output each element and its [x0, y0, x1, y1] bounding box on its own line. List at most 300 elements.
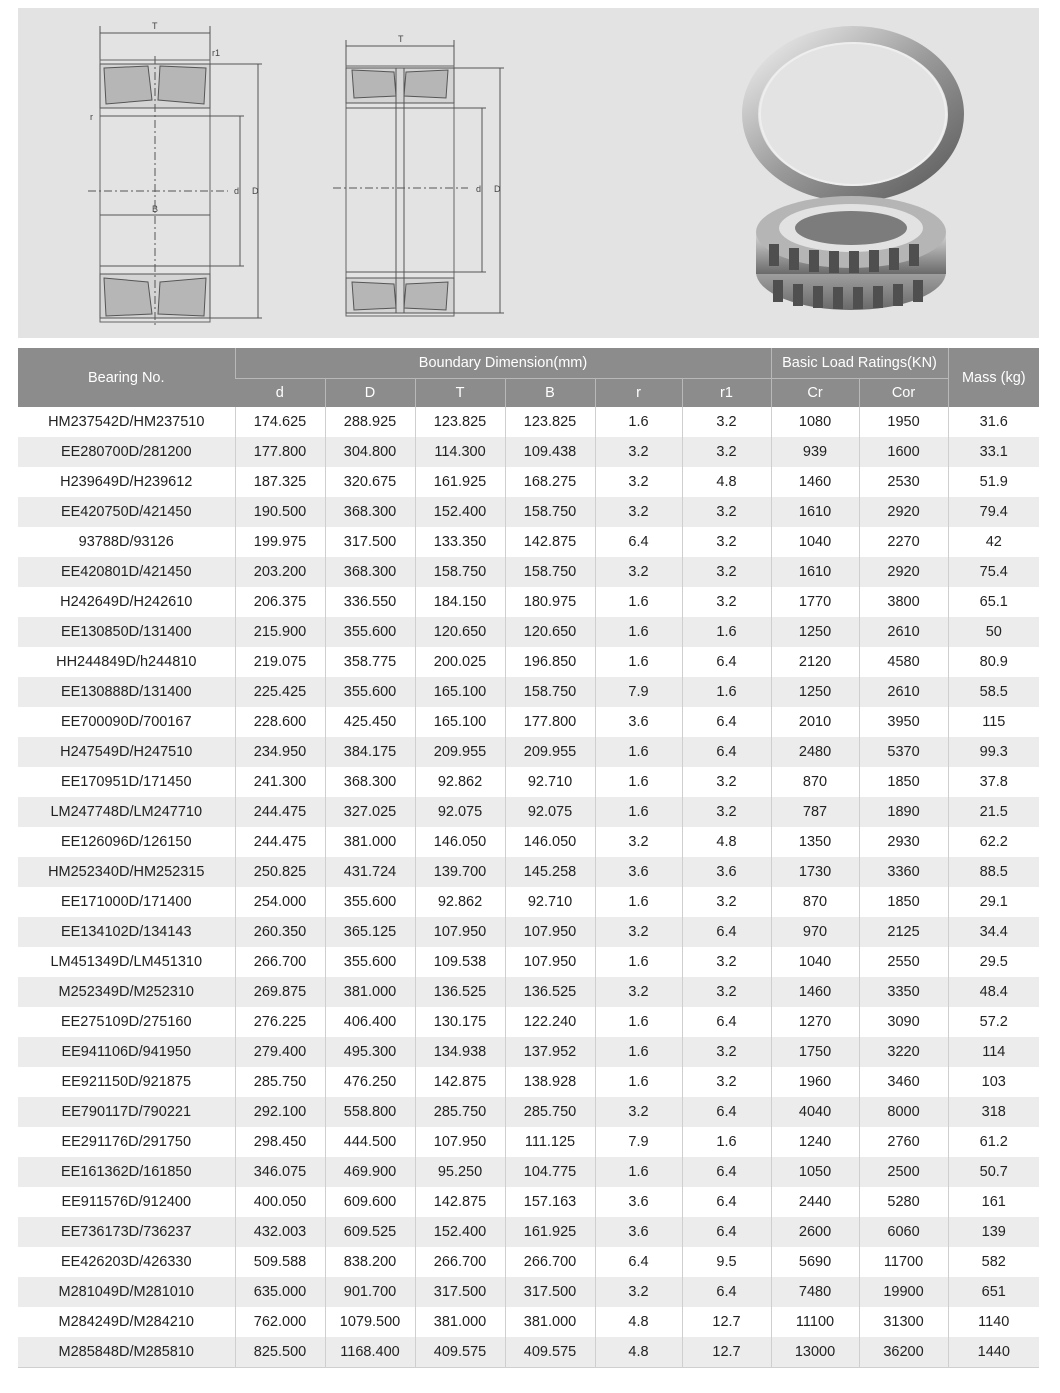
- cell-r: 3.6: [595, 707, 682, 737]
- cell-bearing-no: EE426203D/426330: [18, 1247, 235, 1277]
- cell-Cr: 787: [771, 797, 859, 827]
- cell-d: 199.975: [235, 527, 325, 557]
- cell-d: 174.625: [235, 407, 325, 437]
- cell-r: 1.6: [595, 1037, 682, 1067]
- cell-B: 111.125: [505, 1127, 595, 1157]
- cell-T: 152.400: [415, 497, 505, 527]
- cell-T: 146.050: [415, 827, 505, 857]
- cell-Cr: 1460: [771, 977, 859, 1007]
- cell-bearing-no: EE790117D/790221: [18, 1097, 235, 1127]
- cell-mass: 318: [948, 1097, 1039, 1127]
- cell-bearing-no: EE130888D/131400: [18, 677, 235, 707]
- cell-d: 234.950: [235, 737, 325, 767]
- cell-bearing-no: EE130850D/131400: [18, 617, 235, 647]
- cell-T: 142.875: [415, 1187, 505, 1217]
- cell-r1: 3.2: [682, 527, 771, 557]
- table-row: [18, 1337, 1039, 1368]
- cell-r1: 6.4: [682, 1007, 771, 1037]
- cell-B: 409.575: [505, 1337, 595, 1368]
- cell-T: 92.862: [415, 767, 505, 797]
- cell-B: 209.955: [505, 737, 595, 767]
- cell-d: 225.425: [235, 677, 325, 707]
- cell-bearing-no: EE126096D/126150: [18, 827, 235, 857]
- label-D: D: [252, 186, 259, 196]
- cell-r1: 1.6: [682, 1127, 771, 1157]
- cell-T: 134.938: [415, 1037, 505, 1067]
- cell-Cor: 2610: [859, 677, 948, 707]
- cell-Cor: 5280: [859, 1187, 948, 1217]
- cell-T: 285.750: [415, 1097, 505, 1127]
- cell-r: 1.6: [595, 887, 682, 917]
- cell-Cor: 1850: [859, 887, 948, 917]
- cell-B: 317.500: [505, 1277, 595, 1307]
- cell-D: 901.700: [325, 1277, 415, 1307]
- cell-D: 495.300: [325, 1037, 415, 1067]
- cell-D: 609.525: [325, 1217, 415, 1247]
- cell-bearing-no: LM451349D/LM451310: [18, 947, 235, 977]
- table-row: [18, 587, 1039, 617]
- cell-r: 1.6: [595, 767, 682, 797]
- cell-Cr: 1250: [771, 677, 859, 707]
- cell-mass: 50.7: [948, 1157, 1039, 1187]
- table-row: [18, 767, 1039, 797]
- table-row: [18, 1007, 1039, 1037]
- cell-Cor: 3360: [859, 857, 948, 887]
- cell-r1: 3.2: [682, 887, 771, 917]
- cell-D: 368.300: [325, 557, 415, 587]
- cell-mass: 1440: [948, 1337, 1039, 1368]
- cell-d: 187.325: [235, 467, 325, 497]
- cell-Cr: 939: [771, 437, 859, 467]
- cell-mass: 582: [948, 1247, 1039, 1277]
- cell-D: 368.300: [325, 767, 415, 797]
- cell-mass: 115: [948, 707, 1039, 737]
- table-row: [18, 827, 1039, 857]
- cell-r: 4.8: [595, 1307, 682, 1337]
- cell-T: 317.500: [415, 1277, 505, 1307]
- cell-bearing-no: M284249D/M284210: [18, 1307, 235, 1337]
- cell-B: 168.275: [505, 467, 595, 497]
- cell-d: 635.000: [235, 1277, 325, 1307]
- cell-bearing-no: EE171000D/171400: [18, 887, 235, 917]
- cell-B: 92.710: [505, 887, 595, 917]
- cell-r: 3.2: [595, 917, 682, 947]
- cell-Cor: 2530: [859, 467, 948, 497]
- table-row: [18, 1247, 1039, 1277]
- label-r: r: [90, 112, 93, 122]
- cell-d: 244.475: [235, 797, 325, 827]
- cell-Cor: 3090: [859, 1007, 948, 1037]
- cell-T: 123.825: [415, 407, 505, 437]
- cell-Cr: 1250: [771, 617, 859, 647]
- cell-T: 130.175: [415, 1007, 505, 1037]
- cell-D: 358.775: [325, 647, 415, 677]
- cell-B: 107.950: [505, 947, 595, 977]
- cell-d: 190.500: [235, 497, 325, 527]
- cell-T: 200.025: [415, 647, 505, 677]
- cell-Cr: 870: [771, 767, 859, 797]
- table-row: [18, 917, 1039, 947]
- cell-mass: 161: [948, 1187, 1039, 1217]
- cell-r1: 6.4: [682, 1157, 771, 1187]
- cell-T: 409.575: [415, 1337, 505, 1368]
- cell-D: 320.675: [325, 467, 415, 497]
- cell-r: 3.2: [595, 467, 682, 497]
- cell-mass: 80.9: [948, 647, 1039, 677]
- cell-d: 215.900: [235, 617, 325, 647]
- cell-B: 104.775: [505, 1157, 595, 1187]
- cell-D: 444.500: [325, 1127, 415, 1157]
- cell-B: 146.050: [505, 827, 595, 857]
- cell-Cr: 1240: [771, 1127, 859, 1157]
- cell-B: 381.000: [505, 1307, 595, 1337]
- cell-Cr: 1050: [771, 1157, 859, 1187]
- cell-Cor: 4580: [859, 647, 948, 677]
- table-row: [18, 797, 1039, 827]
- cell-D: 317.500: [325, 527, 415, 557]
- cell-r1: 3.6: [682, 857, 771, 887]
- cell-Cr: 2440: [771, 1187, 859, 1217]
- cell-r1: 12.7: [682, 1307, 771, 1337]
- cell-D: 355.600: [325, 617, 415, 647]
- cell-bearing-no: EE420801D/421450: [18, 557, 235, 587]
- cell-r: 4.8: [595, 1337, 682, 1368]
- table-row: [18, 527, 1039, 557]
- header-T: T: [415, 379, 505, 408]
- cell-mass: 103: [948, 1067, 1039, 1097]
- cell-D: 381.000: [325, 827, 415, 857]
- cell-mass: 65.1: [948, 587, 1039, 617]
- cell-d: 266.700: [235, 947, 325, 977]
- table-row: [18, 1217, 1039, 1247]
- table-row: [18, 1277, 1039, 1307]
- cell-Cor: 2920: [859, 557, 948, 587]
- cell-T: 161.925: [415, 467, 505, 497]
- cell-Cor: 1850: [859, 767, 948, 797]
- cell-mass: 31.6: [948, 407, 1039, 437]
- label-T-2: T: [398, 34, 404, 44]
- cell-mass: 50: [948, 617, 1039, 647]
- cell-r: 7.9: [595, 1127, 682, 1157]
- cell-B: 180.975: [505, 587, 595, 617]
- cell-T: 152.400: [415, 1217, 505, 1247]
- table-row: [18, 437, 1039, 467]
- cell-bearing-no: HH244849D/h244810: [18, 647, 235, 677]
- cell-r: 1.6: [595, 617, 682, 647]
- cell-bearing-no: 93788D/93126: [18, 527, 235, 557]
- cell-D: 425.450: [325, 707, 415, 737]
- cell-B: 92.075: [505, 797, 595, 827]
- cell-T: 139.700: [415, 857, 505, 887]
- cell-r: 1.6: [595, 647, 682, 677]
- cell-B: 177.800: [505, 707, 595, 737]
- table-row: [18, 647, 1039, 677]
- cell-Cor: 2550: [859, 947, 948, 977]
- table-body: [18, 407, 1039, 1368]
- cell-bearing-no: HM252340D/HM252315: [18, 857, 235, 887]
- cell-B: 109.438: [505, 437, 595, 467]
- cell-B: 138.928: [505, 1067, 595, 1097]
- cell-r: 1.6: [595, 407, 682, 437]
- cell-bearing-no: H247549D/H247510: [18, 737, 235, 767]
- cell-r1: 6.4: [682, 707, 771, 737]
- header-basic-load-ratings: Basic Load Ratings(KN): [771, 348, 948, 379]
- cell-Cr: 2480: [771, 737, 859, 767]
- cell-r1: 3.2: [682, 497, 771, 527]
- cell-bearing-no: M252349D/M252310: [18, 977, 235, 1007]
- bearing-spec-table: [18, 348, 1039, 1368]
- cell-T: 165.100: [415, 677, 505, 707]
- cell-T: 133.350: [415, 527, 505, 557]
- header-r: r: [595, 379, 682, 408]
- cell-r1: 6.4: [682, 647, 771, 677]
- cell-T: 266.700: [415, 1247, 505, 1277]
- cell-Cor: 6060: [859, 1217, 948, 1247]
- cell-d: 177.800: [235, 437, 325, 467]
- cell-d: 825.500: [235, 1337, 325, 1368]
- label-d: d: [234, 186, 240, 196]
- cell-r1: 6.4: [682, 1187, 771, 1217]
- cell-Cr: 1350: [771, 827, 859, 857]
- cell-T: 114.300: [415, 437, 505, 467]
- cell-r: 6.4: [595, 527, 682, 557]
- cell-D: 469.900: [325, 1157, 415, 1187]
- cell-d: 269.875: [235, 977, 325, 1007]
- cell-mass: 37.8: [948, 767, 1039, 797]
- cell-bearing-no: LM247748D/LM247710: [18, 797, 235, 827]
- table-row: [18, 407, 1039, 437]
- cell-r1: 3.2: [682, 557, 771, 587]
- cell-d: 254.000: [235, 887, 325, 917]
- cell-bearing-no: EE941106D/941950: [18, 1037, 235, 1067]
- cell-B: 157.163: [505, 1187, 595, 1217]
- cell-mass: 29.5: [948, 947, 1039, 977]
- cell-Cr: 1960: [771, 1067, 859, 1097]
- cell-Cr: 1080: [771, 407, 859, 437]
- cell-D: 355.600: [325, 677, 415, 707]
- cell-Cor: 3800: [859, 587, 948, 617]
- cell-r: 3.6: [595, 857, 682, 887]
- cell-T: 165.100: [415, 707, 505, 737]
- cell-B: 266.700: [505, 1247, 595, 1277]
- bearing-section-drawing-1: [78, 8, 298, 333]
- cell-Cr: 1770: [771, 587, 859, 617]
- cell-D: 336.550: [325, 587, 415, 617]
- cell-mass: 21.5: [948, 797, 1039, 827]
- cell-bearing-no: EE420750D/421450: [18, 497, 235, 527]
- cell-r: 1.6: [595, 737, 682, 767]
- cell-B: 285.750: [505, 1097, 595, 1127]
- cell-d: 203.200: [235, 557, 325, 587]
- cell-r: 7.9: [595, 677, 682, 707]
- cell-Cr: 970: [771, 917, 859, 947]
- label-d-2: d: [476, 184, 482, 194]
- cell-Cor: 31300: [859, 1307, 948, 1337]
- cell-d: 400.050: [235, 1187, 325, 1217]
- header-B: B: [505, 379, 595, 408]
- cell-r: 3.2: [595, 437, 682, 467]
- cell-r1: 4.8: [682, 827, 771, 857]
- cell-Cr: 1610: [771, 557, 859, 587]
- cell-B: 196.850: [505, 647, 595, 677]
- cell-r: 3.2: [595, 977, 682, 1007]
- cell-Cr: 1270: [771, 1007, 859, 1037]
- cell-bearing-no: EE275109D/275160: [18, 1007, 235, 1037]
- cell-Cr: 7480: [771, 1277, 859, 1307]
- cell-r1: 6.4: [682, 1217, 771, 1247]
- cell-r: 1.6: [595, 1157, 682, 1187]
- cell-T: 92.075: [415, 797, 505, 827]
- cell-Cr: 1040: [771, 527, 859, 557]
- label-B: B: [152, 204, 159, 214]
- cell-B: 161.925: [505, 1217, 595, 1247]
- cell-d: 260.350: [235, 917, 325, 947]
- cell-r1: 3.2: [682, 947, 771, 977]
- label-D-2: D: [494, 184, 501, 194]
- cell-mass: 114: [948, 1037, 1039, 1067]
- label-r1: r1: [212, 48, 221, 58]
- cell-bearing-no: EE170951D/171450: [18, 767, 235, 797]
- cell-Cor: 2920: [859, 497, 948, 527]
- cell-bearing-no: M285848D/M285810: [18, 1337, 235, 1368]
- cell-Cor: 1600: [859, 437, 948, 467]
- cell-Cr: 4040: [771, 1097, 859, 1127]
- table-row: [18, 1127, 1039, 1157]
- cell-D: 384.175: [325, 737, 415, 767]
- cell-Cor: 36200: [859, 1337, 948, 1368]
- cell-Cor: 2125: [859, 917, 948, 947]
- cell-Cor: 3950: [859, 707, 948, 737]
- cell-bearing-no: EE700090D/700167: [18, 707, 235, 737]
- cell-bearing-no: EE736173D/736237: [18, 1217, 235, 1247]
- cell-mass: 88.5: [948, 857, 1039, 887]
- cell-T: 120.650: [415, 617, 505, 647]
- cell-Cr: 1040: [771, 947, 859, 977]
- cell-r: 1.6: [595, 797, 682, 827]
- cell-mass: 58.5: [948, 677, 1039, 707]
- cell-r: 1.6: [595, 947, 682, 977]
- cell-Cr: 1460: [771, 467, 859, 497]
- cell-D: 609.600: [325, 1187, 415, 1217]
- cell-d: 762.000: [235, 1307, 325, 1337]
- cell-B: 136.525: [505, 977, 595, 1007]
- cell-B: 107.950: [505, 917, 595, 947]
- cell-mass: 1140: [948, 1307, 1039, 1337]
- cell-T: 136.525: [415, 977, 505, 1007]
- cell-d: 219.075: [235, 647, 325, 677]
- cell-d: 276.225: [235, 1007, 325, 1037]
- header-D: D: [325, 379, 415, 408]
- cell-d: 346.075: [235, 1157, 325, 1187]
- cell-B: 158.750: [505, 497, 595, 527]
- table-row: [18, 1187, 1039, 1217]
- cell-T: 158.750: [415, 557, 505, 587]
- cell-Cr: 1730: [771, 857, 859, 887]
- cell-D: 365.125: [325, 917, 415, 947]
- cell-bearing-no: EE280700D/281200: [18, 437, 235, 467]
- cell-r1: 3.2: [682, 1037, 771, 1067]
- cell-T: 92.862: [415, 887, 505, 917]
- cell-bearing-no: EE134102D/134143: [18, 917, 235, 947]
- cell-T: 107.950: [415, 1127, 505, 1157]
- cell-r1: 1.6: [682, 677, 771, 707]
- cell-B: 145.258: [505, 857, 595, 887]
- header-mass: Mass (kg): [948, 348, 1039, 407]
- table-row: [18, 1037, 1039, 1067]
- cell-mass: 29.1: [948, 887, 1039, 917]
- table-row: [18, 617, 1039, 647]
- cell-Cor: 2610: [859, 617, 948, 647]
- header-boundary-dimension: Boundary Dimension(mm): [235, 348, 771, 379]
- cell-r1: 12.7: [682, 1337, 771, 1368]
- cell-T: 142.875: [415, 1067, 505, 1097]
- cell-r1: 6.4: [682, 917, 771, 947]
- cell-B: 158.750: [505, 557, 595, 587]
- cell-Cor: 11700: [859, 1247, 948, 1277]
- cell-r1: 9.5: [682, 1247, 771, 1277]
- cell-r1: 4.8: [682, 467, 771, 497]
- cell-D: 327.025: [325, 797, 415, 827]
- cell-r1: 6.4: [682, 1097, 771, 1127]
- bearing-product-photo: [733, 22, 973, 322]
- table-row: [18, 497, 1039, 527]
- cell-r: 1.6: [595, 1007, 682, 1037]
- cell-r: 1.6: [595, 1067, 682, 1097]
- cell-mass: 99.3: [948, 737, 1039, 767]
- cell-B: 123.825: [505, 407, 595, 437]
- cell-r: 3.2: [595, 1097, 682, 1127]
- cell-Cr: 870: [771, 887, 859, 917]
- cell-d: 241.300: [235, 767, 325, 797]
- cell-d: 244.475: [235, 827, 325, 857]
- cell-B: 137.952: [505, 1037, 595, 1067]
- cell-bearing-no: M281049D/M281010: [18, 1277, 235, 1307]
- cell-bearing-no: H239649D/H239612: [18, 467, 235, 497]
- cell-T: 209.955: [415, 737, 505, 767]
- cell-D: 558.800: [325, 1097, 415, 1127]
- cell-mass: 651: [948, 1277, 1039, 1307]
- cell-Cor: 1890: [859, 797, 948, 827]
- table-row: [18, 677, 1039, 707]
- cell-B: 142.875: [505, 527, 595, 557]
- cell-D: 304.800: [325, 437, 415, 467]
- cell-d: 292.100: [235, 1097, 325, 1127]
- label-T: T: [152, 21, 158, 31]
- cell-Cr: 13000: [771, 1337, 859, 1368]
- cell-d: 509.588: [235, 1247, 325, 1277]
- cell-mass: 79.4: [948, 497, 1039, 527]
- cell-Cor: 2500: [859, 1157, 948, 1187]
- cell-Cr: 2600: [771, 1217, 859, 1247]
- cell-mass: 42: [948, 527, 1039, 557]
- cell-d: 432.003: [235, 1217, 325, 1247]
- cell-B: 122.240: [505, 1007, 595, 1037]
- cell-r1: 6.4: [682, 1277, 771, 1307]
- cell-Cor: 3460: [859, 1067, 948, 1097]
- table-row: [18, 947, 1039, 977]
- cell-r: 3.2: [595, 497, 682, 527]
- cell-r1: 3.2: [682, 587, 771, 617]
- header-d: d: [235, 379, 325, 408]
- table-row: [18, 1067, 1039, 1097]
- cell-r: 3.6: [595, 1217, 682, 1247]
- cell-mass: 61.2: [948, 1127, 1039, 1157]
- table-row: [18, 887, 1039, 917]
- cell-Cor: 2930: [859, 827, 948, 857]
- header-r1: r1: [682, 379, 771, 408]
- cell-mass: 48.4: [948, 977, 1039, 1007]
- cell-mass: 34.4: [948, 917, 1039, 947]
